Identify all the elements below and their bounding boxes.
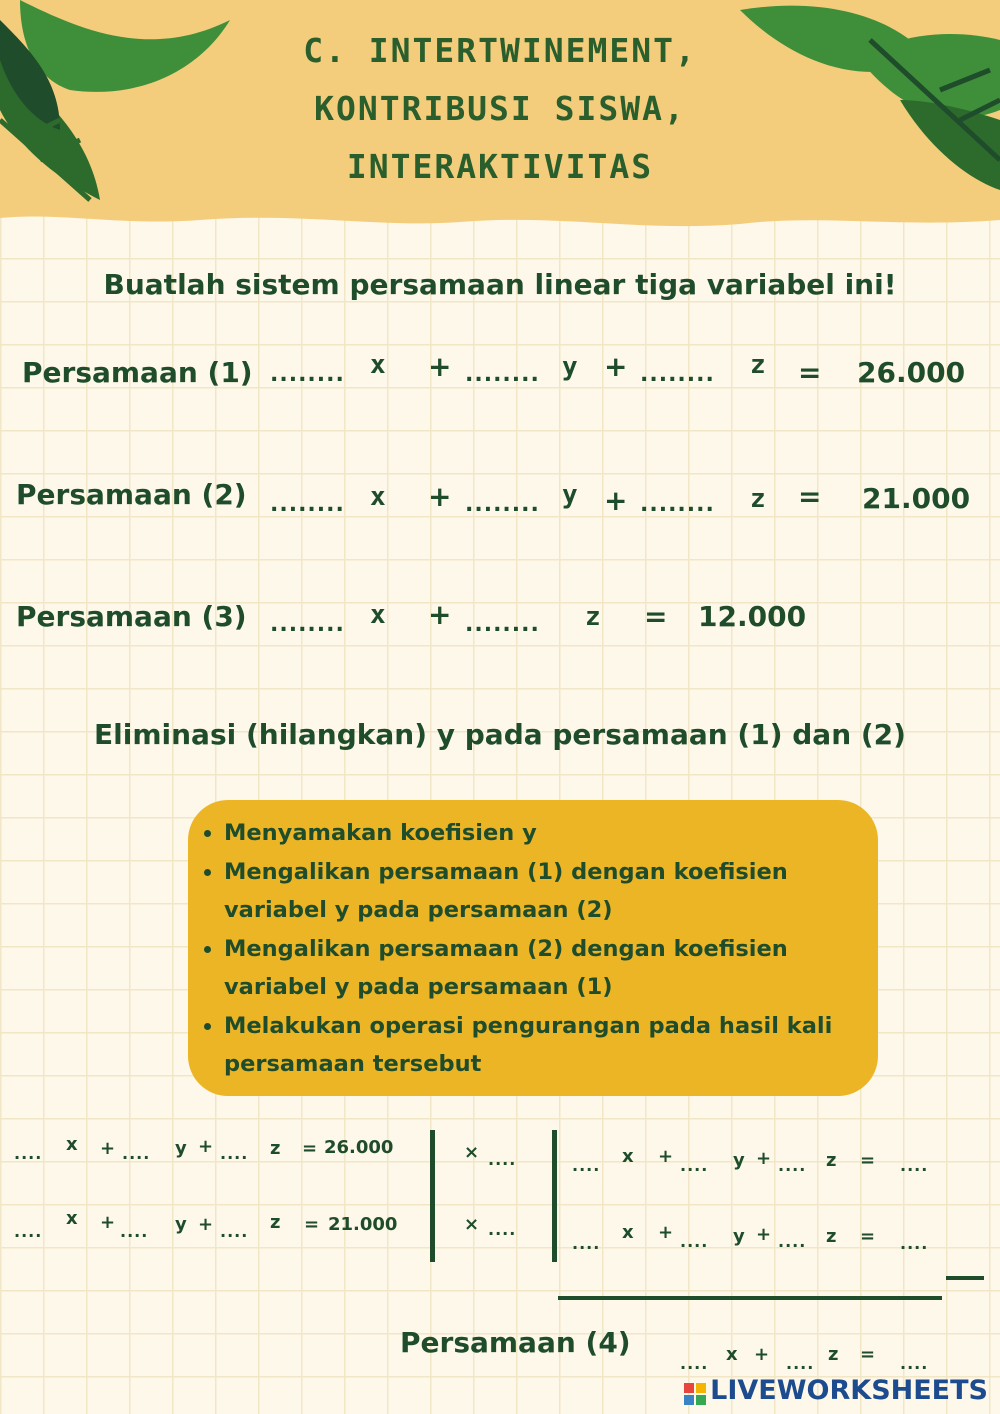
- x-variable: x: [370, 600, 386, 630]
- y-variable: y: [562, 480, 578, 510]
- work-left-2-z-blank[interactable]: ....: [220, 1222, 249, 1241]
- work-left-1-y-blank[interactable]: ....: [122, 1144, 151, 1163]
- brand-logo: [684, 1375, 988, 1406]
- equation-1-y-blank[interactable]: ........: [465, 362, 540, 387]
- x-variable: x: [370, 482, 386, 512]
- equation-1-x-blank[interactable]: ........: [270, 362, 345, 387]
- equals-sign: =: [644, 600, 668, 633]
- work-right-2-result-blank[interactable]: ....: [900, 1234, 929, 1253]
- liveworksheets-logo-icon: [684, 1381, 706, 1403]
- y-variable: y: [562, 352, 578, 382]
- z-variable: z: [826, 1226, 837, 1247]
- plus-sign: +: [198, 1136, 214, 1157]
- equals-sign: =: [860, 1344, 876, 1365]
- plus-sign: +: [428, 598, 452, 631]
- work-right-1-x-blank[interactable]: ....: [572, 1156, 601, 1175]
- plus-sign: +: [100, 1212, 116, 1233]
- plus-sign: +: [756, 1224, 772, 1245]
- step-item: • Mengalikan persamaan (2) dengan koefisien variabel y pada persamaan (1): [224, 930, 858, 1007]
- work-right-1-result-blank[interactable]: ....: [900, 1156, 929, 1175]
- page-title: [150, 22, 850, 196]
- z-variable: z: [750, 484, 766, 514]
- plus-sign: +: [198, 1214, 214, 1235]
- work-right-1-y-blank[interactable]: ....: [680, 1156, 709, 1175]
- steps-list: [188, 800, 878, 1084]
- work-left-2-x-blank[interactable]: ....: [14, 1222, 43, 1241]
- work-left-1-z-blank[interactable]: ....: [220, 1144, 249, 1163]
- plus-sign: +: [100, 1138, 116, 1159]
- z-variable: z: [828, 1344, 839, 1365]
- equation-4-label: Persamaan (4): [400, 1326, 631, 1359]
- equation-3-x-blank[interactable]: ........: [270, 612, 345, 637]
- x-variable: x: [726, 1344, 738, 1365]
- divider-line: [430, 1130, 435, 1262]
- times-sign: ×: [464, 1142, 480, 1163]
- plus-sign: +: [428, 350, 452, 383]
- plus-sign: +: [604, 350, 628, 383]
- step-item: • Melakukan operasi pengurangan pada hasil kali persamaan tersebut: [224, 1007, 858, 1084]
- z-variable: z: [826, 1150, 837, 1171]
- x-variable: x: [66, 1134, 78, 1155]
- elimination-heading: Eliminasi (hilangkan) y pada persamaan (1) dan (2): [94, 718, 906, 751]
- equation-2-x-blank[interactable]: ........: [270, 492, 345, 517]
- equals-sign: =: [302, 1138, 318, 1159]
- equation-4-z-blank[interactable]: ....: [786, 1354, 815, 1373]
- plus-sign: +: [754, 1344, 770, 1365]
- brand-text: LIVEWORKSHEETS: [710, 1375, 988, 1406]
- subtraction-result-line: [558, 1296, 942, 1300]
- equals-sign: =: [304, 1214, 320, 1235]
- work-right-2-z-blank[interactable]: ....: [778, 1232, 807, 1251]
- z-variable: z: [585, 602, 601, 632]
- equation-2-z-blank[interactable]: ........: [640, 492, 715, 517]
- equation-4-result-blank[interactable]: ....: [900, 1354, 929, 1373]
- multiplier-1-blank[interactable]: ....: [488, 1150, 517, 1169]
- multiplier-2-blank[interactable]: ....: [488, 1220, 517, 1239]
- equation-2-y-blank[interactable]: ........: [465, 492, 540, 517]
- step-item: • Menyamakan koefisien y: [224, 814, 858, 853]
- x-variable: x: [370, 350, 386, 380]
- step-item: • Mengalikan persamaan (1) dengan koefisien variabel y pada persamaan (2): [224, 853, 858, 930]
- z-variable: z: [270, 1212, 281, 1233]
- equation-3-z-blank[interactable]: ........: [465, 612, 540, 637]
- plus-sign: +: [658, 1146, 674, 1167]
- title-line-2: KONTRIBUSI SISWA,: [314, 89, 686, 128]
- work-left-1-x-blank[interactable]: ....: [14, 1144, 43, 1163]
- work-left-2-y-blank[interactable]: ....: [120, 1222, 149, 1241]
- work-left-1-result: 26.000: [324, 1137, 394, 1158]
- equals-sign: =: [860, 1150, 876, 1171]
- y-variable: y: [175, 1138, 187, 1159]
- plus-sign: +: [428, 480, 452, 513]
- equals-sign: =: [798, 480, 822, 513]
- plus-sign: +: [604, 484, 628, 517]
- x-variable: x: [622, 1222, 634, 1243]
- minus-operator-line: [946, 1276, 984, 1280]
- equation-1-z-blank[interactable]: ........: [640, 362, 715, 387]
- work-right-2-x-blank[interactable]: ....: [572, 1234, 601, 1253]
- equation-1-label: Persamaan (1): [22, 356, 253, 389]
- plus-sign: +: [658, 1222, 674, 1243]
- plus-sign: +: [756, 1148, 772, 1169]
- header-banner: [0, 0, 1000, 230]
- z-variable: z: [750, 350, 766, 380]
- title-line-3: INTERAKTIVITAS: [346, 147, 654, 186]
- z-variable: z: [270, 1138, 281, 1159]
- x-variable: x: [66, 1208, 78, 1229]
- instruction-heading: Buatlah sistem persamaan linear tiga variabel ini!: [103, 268, 897, 301]
- x-variable: x: [622, 1146, 634, 1167]
- equation-2-result: 21.000: [862, 482, 971, 515]
- divider-line: [552, 1130, 557, 1262]
- work-right-1-z-blank[interactable]: ....: [778, 1156, 807, 1175]
- equation-2-label: Persamaan (2): [16, 478, 247, 511]
- y-variable: y: [733, 1226, 745, 1247]
- equation-3-label: Persamaan (3): [16, 600, 247, 633]
- work-left-2-result: 21.000: [328, 1214, 398, 1235]
- equation-1-result: 26.000: [857, 356, 966, 389]
- work-right-2-y-blank[interactable]: ....: [680, 1232, 709, 1251]
- equation-3-result: 12.000: [698, 600, 807, 633]
- equals-sign: =: [860, 1226, 876, 1247]
- steps-box: [188, 800, 878, 1096]
- equals-sign: =: [798, 356, 822, 389]
- equation-4-x-blank[interactable]: ....: [680, 1354, 709, 1373]
- y-variable: y: [175, 1214, 187, 1235]
- y-variable: y: [733, 1150, 745, 1171]
- times-sign: ×: [464, 1214, 480, 1235]
- title-line-1: C. INTERTWINEMENT,: [303, 31, 697, 70]
